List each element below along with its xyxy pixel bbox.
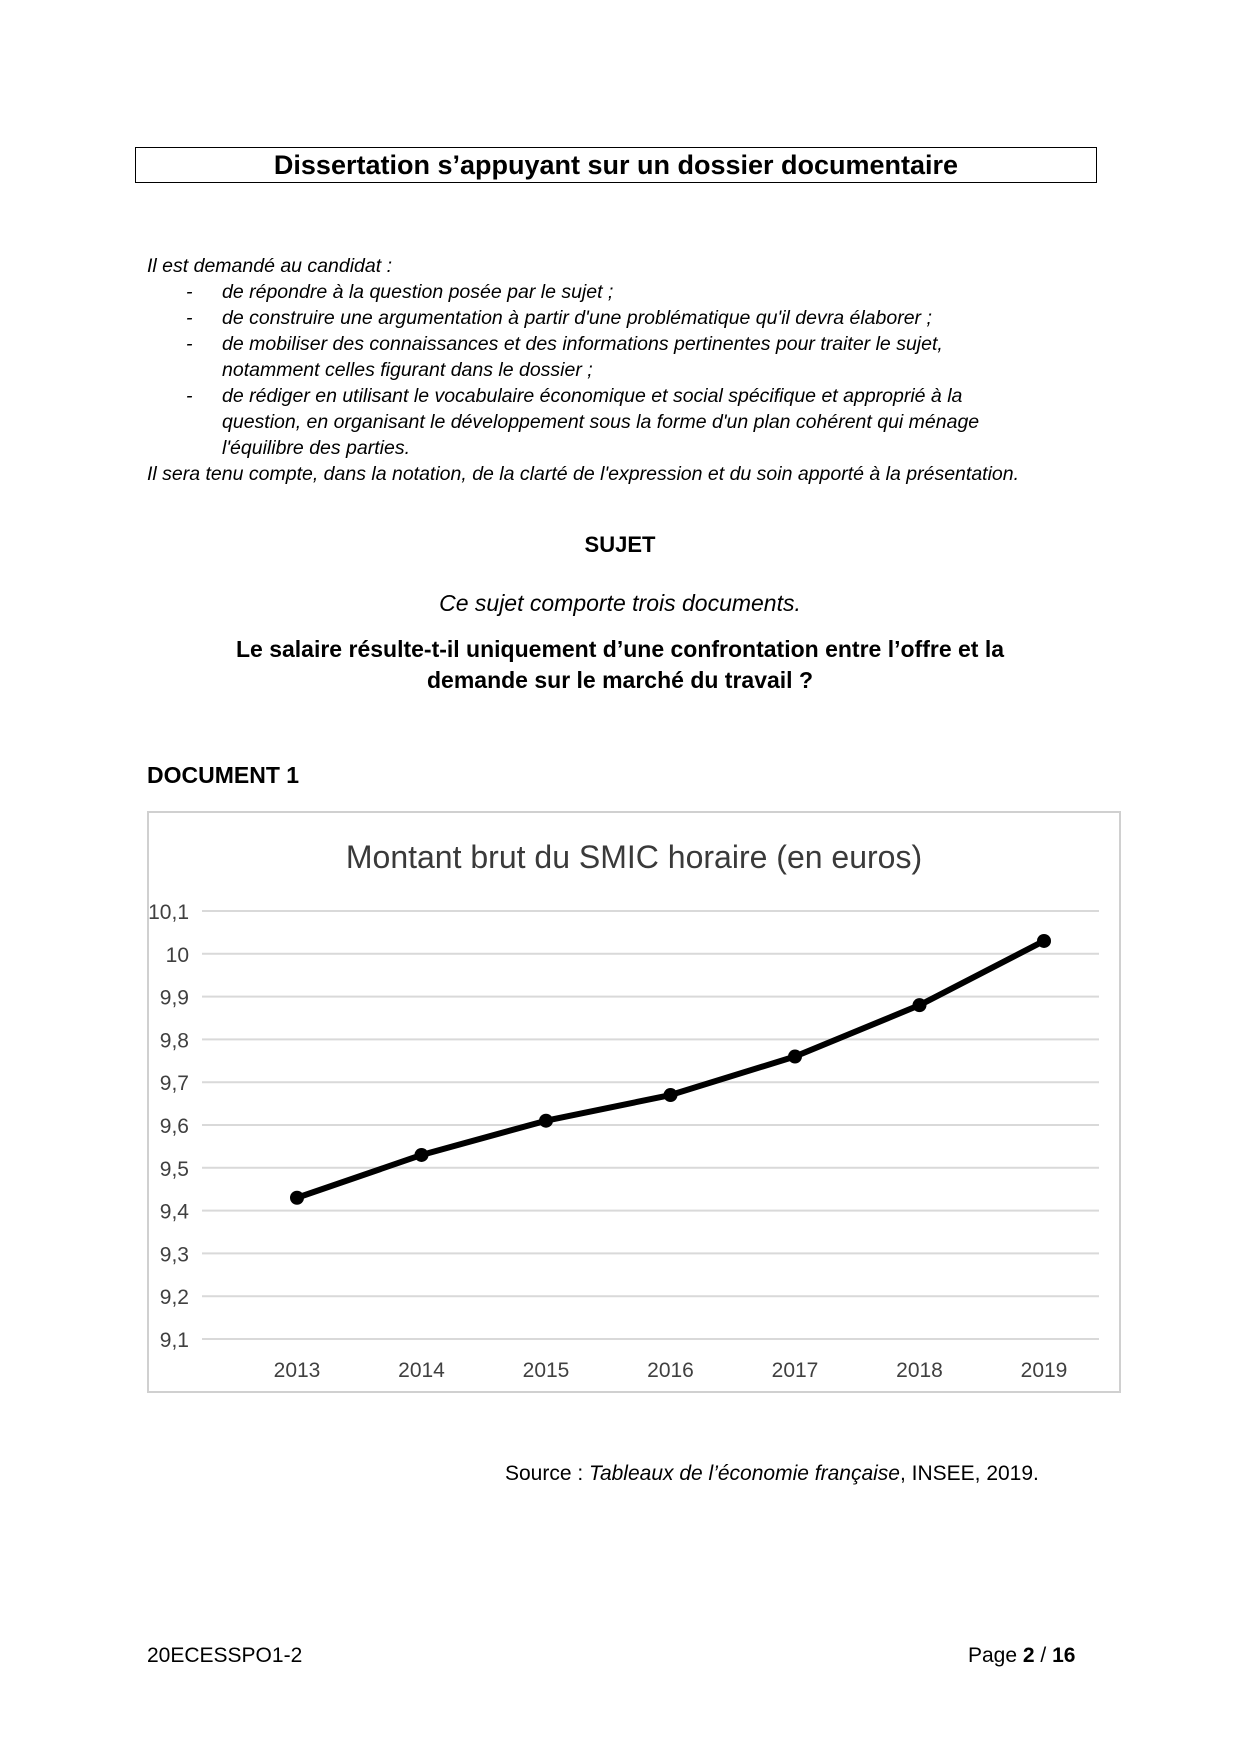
- y-tick-label: 9,8: [159, 1029, 189, 1053]
- subject-question: [0, 634, 1240, 696]
- y-tick-label: 9,9: [159, 986, 189, 1010]
- instructions-intro: Il est demandé au candidat :: [147, 255, 392, 277]
- x-tick-label: 2019: [1020, 1359, 1068, 1382]
- y-tick-label: 10: [165, 943, 189, 967]
- x-tick-label: 2014: [398, 1359, 445, 1382]
- data-point: [1037, 934, 1051, 948]
- bullet-text: de mobiliser des connaissances et des informations pertinentes pour traiter le sujet,: [222, 333, 943, 355]
- source-citation: [505, 1462, 1039, 1486]
- y-tick-label: 9,5: [159, 1157, 189, 1181]
- page-title-box: [135, 147, 1097, 183]
- page-title: Dissertation s’appuyant sur un dossier documentaire: [273, 150, 959, 180]
- y-tick-label: 9,4: [159, 1200, 189, 1224]
- subject-question-line2: demande sur le marché du travail ?: [426, 667, 814, 693]
- page-prefix: Page: [968, 1644, 1023, 1667]
- chart-frame: [147, 811, 1121, 1393]
- y-tick-label: 9,3: [159, 1243, 189, 1267]
- bullet-text-cont: notamment celles figurant dans le dossier ;: [222, 359, 593, 381]
- bullet-text: de construire une argumentation à partir d'une problématique qu'il devra élaborer ;: [222, 307, 932, 329]
- line-chart: [149, 813, 1119, 1391]
- x-tick-label: 2015: [522, 1359, 570, 1382]
- bullet-text: de répondre à la question posée par le sujet ;: [222, 281, 614, 303]
- page-current: 2: [1022, 1644, 1035, 1667]
- data-point: [788, 1050, 802, 1064]
- x-tick-label: 2016: [647, 1359, 694, 1382]
- page-sep: /: [1034, 1644, 1053, 1667]
- x-tick-label: 2018: [896, 1359, 943, 1382]
- x-tick-label: 2017: [771, 1359, 819, 1382]
- y-tick-label: 10,1: [149, 901, 189, 924]
- data-point: [913, 998, 927, 1012]
- data-point: [415, 1148, 429, 1162]
- data-point: [539, 1114, 553, 1128]
- y-tick-label: 9,6: [159, 1115, 189, 1138]
- y-tick-label: 9,7: [159, 1072, 189, 1096]
- bullet-text-cont: question, en organisant le développement sous la forme d'un plan cohérent qui ménage: [222, 411, 980, 433]
- y-tick-label: 9,2: [159, 1286, 189, 1310]
- source-prefix: Source :: [505, 1462, 590, 1485]
- bullet-dash: -: [186, 385, 193, 407]
- bullet-dash: -: [186, 281, 193, 303]
- data-point: [290, 1191, 304, 1205]
- data-point: [664, 1088, 678, 1102]
- bullet-text-cont: l'équilibre des parties.: [222, 437, 410, 459]
- y-tick-label: 9,1: [159, 1329, 189, 1352]
- bullet-dash: -: [186, 333, 193, 355]
- subject-heading: SUJET: [584, 532, 656, 557]
- source-suffix: , INSEE, 2019.: [899, 1462, 1039, 1485]
- x-tick-label: 2013: [273, 1359, 321, 1382]
- bullet-dash: -: [186, 307, 193, 329]
- document-label: DOCUMENT 1: [147, 762, 300, 788]
- subject-question-line1: Le salaire résulte-t-il uniquement d’une confrontation entre l’offre et la: [235, 636, 1005, 662]
- page-total: 16: [1052, 1644, 1076, 1667]
- source-title: Tableaux de l’économie française: [589, 1462, 900, 1485]
- subject-note: Ce sujet comporte trois documents.: [439, 590, 801, 616]
- page-number: [968, 1644, 1075, 1668]
- series-line: [297, 941, 1044, 1198]
- document-code: 20ECESSPO1-2: [147, 1644, 303, 1667]
- chart-title: Montant brut du SMIC horaire (en euros): [345, 839, 923, 875]
- instructions-closing: Il sera tenu compte, dans la notation, de la clarté de l'expression et du soin apporté à la présentation.: [147, 463, 1020, 485]
- bullet-text: de rédiger en utilisant le vocabulaire économique et social spécifique et approprié à la: [222, 385, 963, 407]
